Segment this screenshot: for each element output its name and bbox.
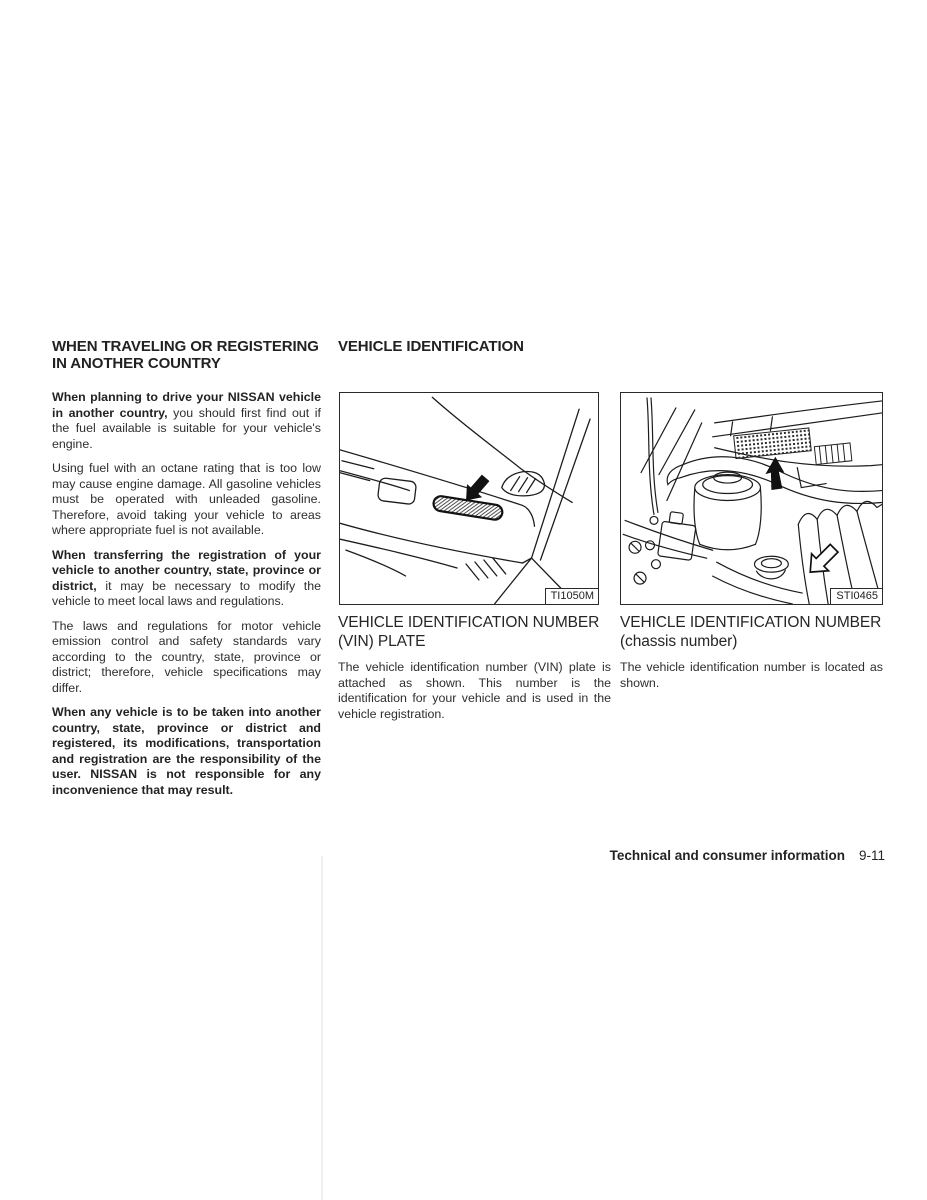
paragraph-octane — [52, 461, 321, 539]
subsection-chassis-number — [620, 613, 883, 700]
figure-code-label: TI1050M — [545, 588, 598, 604]
paragraph-user-responsibility — [52, 705, 321, 798]
paragraph-fuel-planning — [52, 390, 321, 452]
footer-page-number: 9-11 — [858, 848, 885, 863]
vin-plate-figure — [339, 392, 599, 605]
right-section-heading: VEHICLE IDENTIFICATION — [338, 338, 524, 355]
paragraph-rest: you should first find out if the fuel available is suitable for your vehicle's engine. — [52, 405, 321, 451]
subsection-body: The vehicle identification number (VIN) plate is attached as shown. This number is the identification for your vehicle and is used in the vehicle registration. — [338, 660, 611, 721]
subsection-heading — [620, 613, 883, 651]
left-section-heading: WHEN TRAVELING OR REGISTERING IN ANOTHER COUNTRY — [52, 338, 319, 372]
vin-plate-line-art — [340, 393, 598, 604]
section-vehicle-identification — [338, 338, 883, 373]
subsection-body: The vehicle identification number is located as shown. — [620, 660, 883, 690]
paragraph-rest: Using fuel with an octane rating that is too low may cause engine damage. All gasoline vehicles must be operated with unleaded gasoline. Therefore, avoid taking your vehicle to areas where appropriate fuel is not available. — [52, 461, 321, 537]
figure-code-label: STI0465 — [830, 588, 882, 604]
paragraph-lead: When planning to drive your NISSAN vehicle in another country, — [52, 390, 321, 420]
chassis-vin-strip — [734, 428, 852, 465]
page-footer — [610, 848, 885, 863]
subsection-heading — [338, 613, 611, 651]
chassis-number-line-art — [621, 393, 882, 604]
paragraph-laws-regulations — [52, 619, 321, 697]
paragraph-registration-transfer — [52, 548, 321, 610]
solid-arrow-icon — [466, 475, 489, 501]
paragraph-lead: When transferring the registration of your vehicle to another country, state, province or district, — [52, 547, 321, 593]
subsection-heading-line1: VEHICLE IDENTIFICATION NUMBER — [620, 614, 882, 631]
scan-gutter-line — [321, 856, 323, 1200]
subsection-heading-line2: (VIN) PLATE — [338, 633, 426, 650]
paragraph-rest: it may be necessary to modify the vehicle to meet local laws and regulations. — [52, 578, 321, 608]
subsection-heading-line1: VEHICLE IDENTIFICATION NUMBER — [338, 614, 600, 631]
chassis-number-figure — [620, 392, 883, 605]
subsection-heading-line2: (chassis number) — [620, 633, 738, 650]
outline-arrow-icon — [810, 544, 838, 572]
section-traveling-registering — [52, 338, 321, 807]
paragraph-lead: When any vehicle is to be taken into another country, state, province or district and registered, its modifications, transportation and registration are the responsibility of the user. NISSAN is not responsible for any inconvenience that may result. — [52, 705, 321, 797]
footer-section-label: Technical and consumer information — [609, 848, 845, 863]
subsection-vin-plate — [338, 613, 611, 731]
paragraph-rest: The laws and regulations for motor vehicle emission control and safety standards vary according to the country, state, province or district; therefore, vehicle specifications may differ. — [52, 618, 321, 695]
